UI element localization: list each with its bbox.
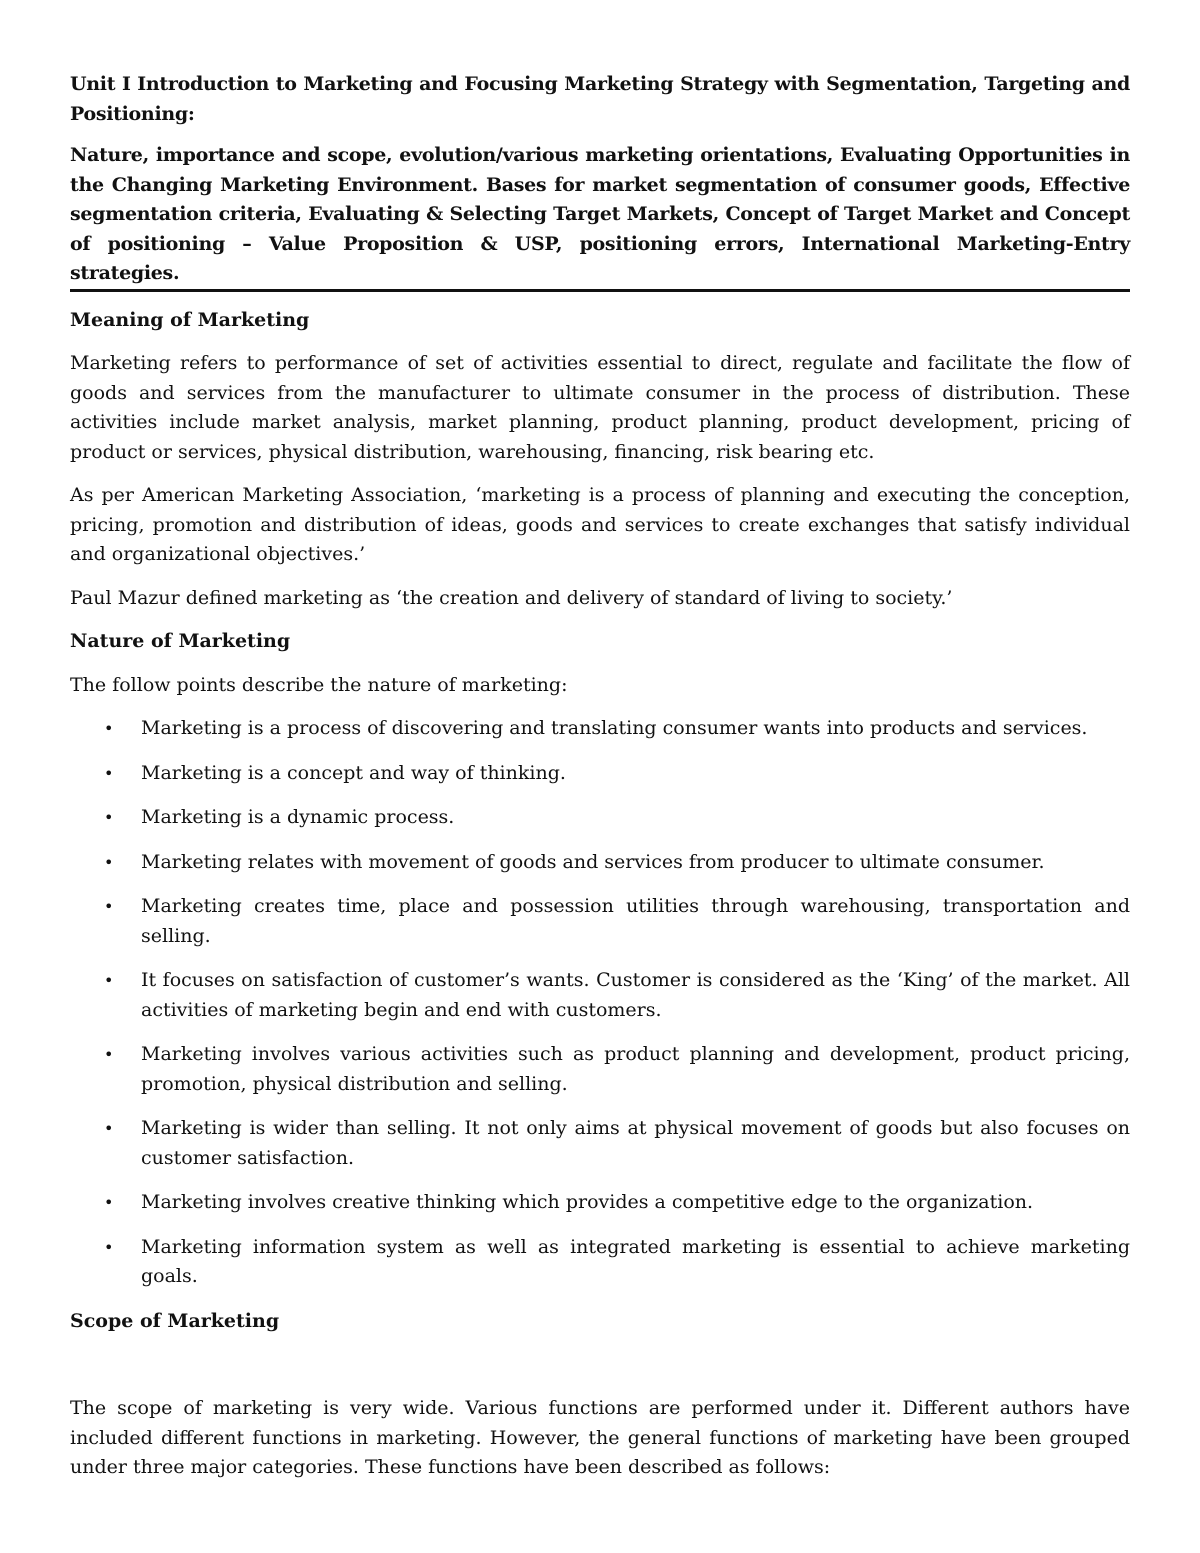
- list-item-text: Marketing information system as well as integrated marketing is essential to achieve marketing goals.: [141, 1235, 1130, 1287]
- meaning-paragraph-2: As per American Marketing Association, ‘marketing is a process of planning and executing the conception, pricing, promotion and distribution of ideas, goods and services to create exchanges that satisfy individual and organizational objectives.’: [70, 484, 1130, 565]
- scope-paragraph: The scope of marketing is very wide. Various functions are performed under it. Different authors have included different functions in marketing. However, the general functions of marketing have been grouped under three major categories. These functions have been described as follows:: [70, 1397, 1130, 1478]
- scope-heading: Scope of Marketing: [70, 1309, 280, 1332]
- spacer: [70, 1350, 1130, 1394]
- list-item: [70, 1040, 1130, 1099]
- list-item-text: Marketing involves creative thinking which provides a competitive edge to the organization.: [141, 1191, 1034, 1213]
- list-item-text: Marketing is a concept and way of thinking.: [141, 761, 566, 784]
- nature-intro: The follow points describe the nature of marketing:: [70, 673, 568, 696]
- bullet-icon: •: [104, 1193, 114, 1212]
- list-item: [70, 1188, 1130, 1218]
- bullet-icon: •: [104, 808, 114, 827]
- list-item-text: Marketing creates time, place and possession utilities through warehousing, transportation and selling.: [141, 895, 1130, 947]
- list-item: [70, 759, 1130, 789]
- list-item-text: Marketing involves various activities such as product planning and development, product pricing, promotion, physical distribution and selling.: [141, 1043, 1130, 1095]
- meaning-section: [70, 306, 1130, 614]
- list-item-text: Marketing is wider than selling. It not only aims at physical movement of goods but also focuses on customer satisfaction.: [141, 1117, 1130, 1169]
- meaning-paragraph-3: Paul Mazur defined marketing as ‘the creation and delivery of standard of living to society.’: [70, 586, 953, 609]
- bullet-icon: •: [104, 971, 114, 990]
- unit-title: Unit I Introduction to Marketing and Focusing Marketing Strategy with Segmentation, Targeting and Positioning:: [70, 73, 1130, 125]
- list-item: [70, 714, 1130, 744]
- list-item: [70, 892, 1130, 951]
- bullet-icon: •: [104, 719, 114, 738]
- list-item-text: Marketing is a process of discovering and translating consumer wants into products and services.: [141, 717, 1088, 739]
- bullet-icon: •: [104, 1045, 114, 1064]
- list-item-text: Marketing relates with movement of goods and services from producer to ultimate consumer.: [141, 850, 1045, 873]
- bullet-icon: •: [104, 1237, 114, 1257]
- list-item: [70, 848, 1130, 878]
- bullet-icon: •: [104, 897, 114, 916]
- meaning-paragraph-1: Marketing refers to performance of set of activities essential to direct, regulate and facilitate the flow of goods and services from the manufacturer to ultimate consumer in the process of distribution. These activities include market analysis, market planning, product planning, product development, pricing of product or services, physical distribution, warehousing, financing, risk bearing etc.: [70, 352, 1130, 463]
- list-item: [70, 803, 1130, 833]
- nature-section: [70, 627, 1130, 1292]
- list-item: [70, 1233, 1130, 1292]
- meaning-heading: Meaning of Marketing: [70, 308, 310, 331]
- list-item-text: It focuses on satisfaction of customer’s wants. Customer is considered as the ‘King’ of the market. All activities of marketing begin and end with customers.: [141, 969, 1130, 1021]
- bullet-icon: •: [104, 852, 114, 872]
- scope-section: [70, 1307, 1130, 1483]
- list-item: [70, 966, 1130, 1025]
- list-item-text: Marketing is a dynamic process.: [141, 806, 455, 828]
- unit-topics: Nature, importance and scope, evolution/various marketing orientations, Evaluating Opportunities in the Changing Marketing Environment. Bases for market segmentation of consumer goods, Effective segmentation criteria, Evaluating & Selecting Target Markets, Concept of Target Market and Concept of positioning – Value Proposition & USP, positioning errors, International Marketing-Entry strategies.: [70, 144, 1130, 284]
- document-page: [70, 70, 1130, 1497]
- list-item: [70, 1114, 1130, 1173]
- bullet-icon: •: [104, 763, 114, 783]
- nature-heading: Nature of Marketing: [70, 630, 291, 652]
- header-divider: [70, 289, 1130, 292]
- bullet-icon: •: [104, 1119, 114, 1138]
- nature-points-list: [70, 714, 1130, 1292]
- unit-header: [70, 70, 1130, 289]
